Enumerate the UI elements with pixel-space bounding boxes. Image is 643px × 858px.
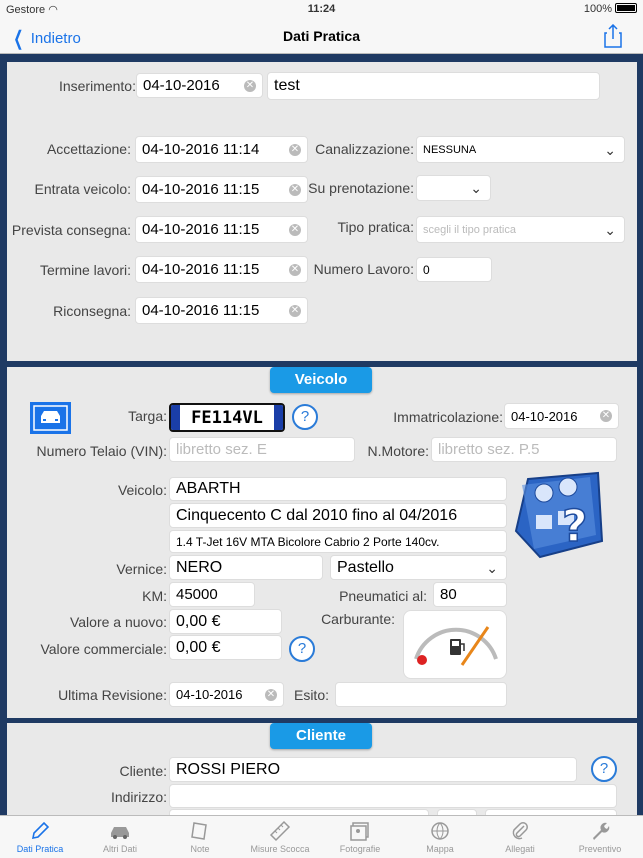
chevron-down-icon: ⌄ bbox=[486, 559, 498, 576]
tab-preventivo[interactable]: Preventivo bbox=[560, 818, 640, 854]
car-front-icon[interactable] bbox=[30, 402, 71, 434]
pneumatici-label: Pneumatici al: bbox=[339, 588, 427, 604]
tab-note[interactable]: Note bbox=[160, 818, 240, 854]
vernice-field[interactable]: NERO bbox=[169, 555, 323, 580]
pencil-icon bbox=[29, 820, 51, 842]
motore-field[interactable]: libretto sez. P.5 bbox=[431, 437, 617, 462]
pratica-panel bbox=[7, 62, 637, 361]
clear-icon[interactable]: ✕ bbox=[266, 688, 276, 700]
prenotazione-select[interactable] bbox=[416, 175, 491, 201]
km-field[interactable]: 45000 bbox=[169, 582, 255, 607]
esito-field[interactable] bbox=[335, 682, 507, 707]
ruler-icon bbox=[269, 820, 291, 842]
cliente-panel bbox=[7, 723, 637, 815]
cliente-label: Cliente: bbox=[119, 763, 167, 779]
inserimento-note-field[interactable]: test bbox=[267, 72, 600, 100]
tab-allegati[interactable]: Allegati bbox=[480, 818, 560, 854]
riconsegna-field[interactable]: 04-10-2016 11:15 ✕ bbox=[135, 297, 308, 324]
accettazione-field[interactable]: 04-10-2016 11:14 ✕ bbox=[135, 136, 308, 163]
termine-label: Termine lavori: bbox=[39, 262, 131, 278]
carburante-label: Carburante: bbox=[321, 611, 395, 627]
termine-field[interactable]: 04-10-2016 11:15 ✕ bbox=[135, 256, 308, 283]
vernice-label: Vernice: bbox=[116, 561, 167, 577]
telaio-field[interactable]: libretto sez. E bbox=[169, 437, 355, 462]
tab-altri-dati[interactable]: Altri Dati bbox=[80, 818, 160, 854]
chevron-left-icon: ❮ bbox=[13, 28, 24, 50]
paperclip-icon bbox=[510, 820, 530, 842]
veicolo-header: Veicolo bbox=[270, 367, 372, 393]
esito-label: Esito: bbox=[293, 687, 329, 703]
clear-icon[interactable]: ✕ bbox=[290, 263, 300, 275]
wrench-icon bbox=[589, 820, 611, 842]
commerciale-field[interactable]: 0,00 € bbox=[169, 635, 282, 660]
indirizzo-label: Indirizzo: bbox=[110, 789, 167, 805]
modello-field[interactable]: Cinquecento C dal 2010 fino al 04/2016 bbox=[169, 503, 507, 528]
entrata-label: Entrata veicolo: bbox=[34, 181, 131, 197]
battery-icon bbox=[615, 3, 637, 13]
veicolo-panel bbox=[7, 367, 637, 718]
riconsegna-label: Riconsegna: bbox=[53, 303, 131, 319]
car-icon bbox=[108, 822, 132, 840]
clear-icon[interactable]: ✕ bbox=[290, 304, 300, 316]
globe-icon bbox=[429, 820, 451, 842]
photos-icon bbox=[349, 820, 371, 842]
inserimento-date-field[interactable]: 04-10-2016 ✕ bbox=[136, 73, 263, 98]
clear-icon[interactable]: ✕ bbox=[245, 79, 255, 91]
immatricolazione-field[interactable]: 04-10-2016 ✕ bbox=[504, 403, 619, 429]
motore-label: N.Motore: bbox=[367, 443, 429, 459]
cliente-header: Cliente bbox=[270, 723, 372, 749]
share-icon[interactable] bbox=[603, 24, 623, 48]
clear-icon[interactable]: ✕ bbox=[290, 223, 300, 235]
tab-mappa[interactable]: Mappa bbox=[400, 818, 480, 854]
telaio-label: Numero Telaio (VIN): bbox=[36, 443, 167, 459]
entrata-field[interactable]: 04-10-2016 11:15 ✕ bbox=[135, 176, 308, 203]
commerciale-label: Valore commerciale: bbox=[40, 641, 167, 657]
revisione-field[interactable]: 04-10-2016 ✕ bbox=[169, 682, 284, 707]
clear-icon[interactable]: ✕ bbox=[290, 183, 300, 195]
prevista-label: Prevista consegna: bbox=[11, 222, 131, 238]
tab-bar bbox=[0, 815, 643, 858]
veicolo-label: Veicolo: bbox=[117, 482, 167, 498]
indirizzo-field[interactable] bbox=[169, 784, 617, 808]
vernice-tipo-select[interactable]: Pastello ⌄ bbox=[330, 555, 507, 580]
clear-icon[interactable]: ✕ bbox=[601, 410, 611, 421]
numero-field[interactable]: 0 bbox=[416, 257, 492, 282]
tab-misure-scocca[interactable]: Misure Scocca bbox=[240, 818, 320, 854]
revisione-label: Ultima Revisione: bbox=[58, 687, 167, 703]
versione-field[interactable]: 1.4 T-Jet 16V MTA Bicolore Cabrio 2 Porte 140cv. bbox=[169, 530, 507, 553]
tab-dati-pratica[interactable]: Dati Pratica bbox=[0, 818, 80, 854]
targa-plate[interactable] bbox=[169, 403, 285, 432]
fuel-gauge[interactable] bbox=[403, 610, 507, 679]
vehicle-database-icon[interactable] bbox=[510, 471, 605, 561]
targa-value: FE114VL bbox=[191, 408, 263, 428]
nuovo-field[interactable]: 0,00 € bbox=[169, 609, 282, 634]
canalizzazione-select[interactable]: NESSUNA ⌄ bbox=[416, 136, 625, 163]
prevista-field[interactable]: 04-10-2016 11:15 ✕ bbox=[135, 216, 308, 243]
pneumatici-field[interactable]: 80 bbox=[433, 582, 507, 607]
canalizzazione-label: Canalizzazione: bbox=[315, 141, 414, 157]
battery-status: 100% bbox=[584, 3, 637, 15]
nuovo-label: Valore a nuovo: bbox=[69, 614, 167, 630]
km-label: KM: bbox=[142, 588, 167, 604]
marca-field[interactable]: ABARTH bbox=[169, 477, 507, 501]
accettazione-label: Accettazione: bbox=[46, 141, 131, 157]
clear-icon[interactable]: ✕ bbox=[290, 143, 300, 155]
targa-label: Targa: bbox=[128, 408, 167, 424]
inserimento-label: Inserimento: bbox=[58, 78, 136, 94]
tab-fotografie[interactable]: Fotografie bbox=[320, 818, 400, 854]
carrier: Gestore ◠ bbox=[6, 4, 58, 16]
targa-help-button[interactable]: ? bbox=[292, 404, 318, 430]
clock: 11:24 bbox=[307, 3, 336, 15]
page-title: Dati Pratica bbox=[282, 28, 361, 44]
note-icon bbox=[190, 820, 210, 842]
cliente-field[interactable]: ROSSI PIERO bbox=[169, 757, 577, 782]
chevron-down-icon: ⌄ bbox=[470, 180, 482, 196]
status-bar bbox=[0, 0, 643, 18]
back-button[interactable]: ❮ Indietro bbox=[13, 28, 81, 50]
wifi-icon: ◠ bbox=[48, 4, 58, 16]
immatricolazione-label: Immatricolazione: bbox=[393, 409, 503, 425]
valore-help-button[interactable]: ? bbox=[289, 636, 315, 662]
cliente-help-button[interactable]: ? bbox=[591, 756, 617, 782]
tipo-select[interactable]: scegli il tipo pratica ⌄ bbox=[416, 216, 625, 243]
tipo-label: Tipo pratica: bbox=[337, 219, 414, 235]
navigation-bar bbox=[0, 18, 643, 54]
chevron-down-icon: ⌄ bbox=[604, 221, 616, 238]
chevron-down-icon: ⌄ bbox=[604, 141, 616, 158]
svg-text:?: ? bbox=[562, 501, 588, 552]
numero-label: Numero Lavoro: bbox=[313, 261, 414, 277]
prenotazione-label: Su prenotazione: bbox=[308, 180, 414, 196]
